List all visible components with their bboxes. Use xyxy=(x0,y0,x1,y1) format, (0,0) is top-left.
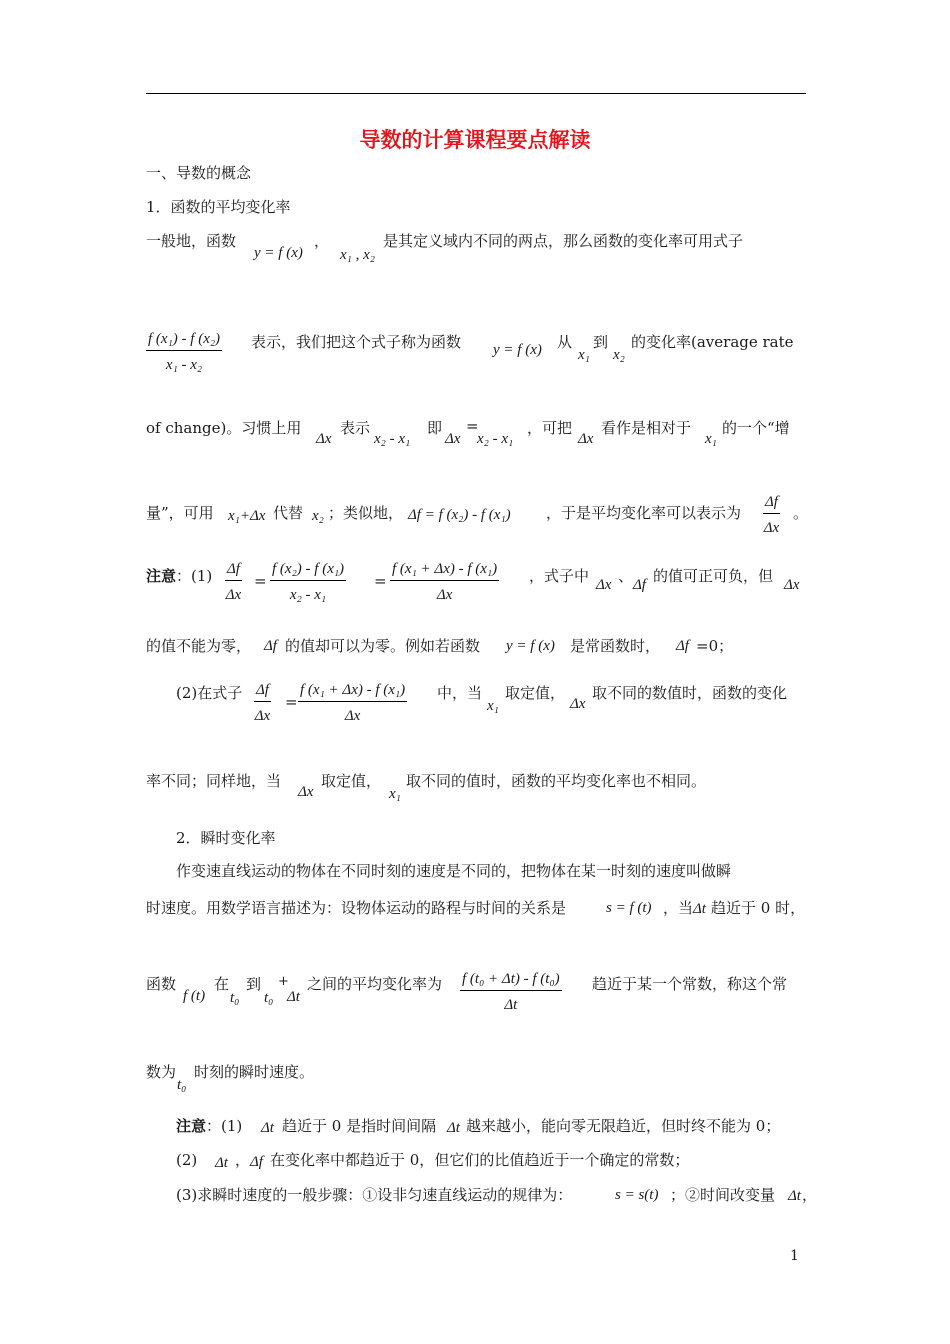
text-span: 的值不能为零， xyxy=(146,637,252,655)
text-span: ， xyxy=(235,1151,251,1169)
text-span: 率不同；同样地，当 xyxy=(146,772,282,790)
math-expression: s = s(t) xyxy=(615,1187,659,1203)
fraction xyxy=(298,681,407,725)
text-span: 取定值， xyxy=(505,684,566,702)
fraction xyxy=(146,330,222,374)
fraction-denominator: x₁ - x₂ xyxy=(165,357,203,373)
fraction-numerator: f (x₁) - f (x₂) xyxy=(146,330,222,351)
section-heading: 一、导数的概念 xyxy=(146,164,252,182)
fraction-numerator: f (t₀ + Δt) - f (t₀) xyxy=(460,970,562,991)
fraction-numerator: Δf xyxy=(763,493,780,514)
math-expression: Δt xyxy=(261,1120,274,1136)
text-span: 的值可正可负，但 xyxy=(653,567,774,585)
text-span: (2)在式子 xyxy=(176,684,243,702)
fraction-denominator: Δx xyxy=(763,520,780,536)
fraction-numerator: Δf xyxy=(225,560,242,581)
fraction xyxy=(390,560,499,604)
fraction-denominator: Δt xyxy=(504,997,518,1013)
fraction-denominator: Δx xyxy=(225,587,242,603)
math-expression: Δt xyxy=(447,1120,460,1136)
math-expression: Δf xyxy=(264,638,277,654)
text-span: 到 xyxy=(593,333,609,351)
text-span: of change)。习惯上用 xyxy=(146,419,302,437)
text-span: 量”，可用 xyxy=(146,504,214,522)
fraction xyxy=(254,681,271,725)
page-number: 1 xyxy=(790,1248,799,1264)
text-span: 代替 xyxy=(273,504,304,522)
math-expression: y = f (x) xyxy=(254,245,303,261)
text-span: 中，当 xyxy=(437,684,483,702)
math-expression: x₁ xyxy=(389,786,401,802)
text-span: 。 xyxy=(793,504,809,522)
text-span: 是常函数时， xyxy=(570,637,661,655)
text-span: ， xyxy=(802,1186,818,1204)
fraction-numerator: f (x₂) - f (x₁) xyxy=(270,560,346,581)
text-span: 从 xyxy=(557,333,573,351)
text-span: 数为 xyxy=(146,1063,177,1081)
fraction-denominator: Δx xyxy=(344,708,361,724)
fraction xyxy=(763,493,780,537)
math-expression: t₀ xyxy=(264,990,274,1006)
text-span: 取不同的数值时，函数的变化 xyxy=(592,684,788,702)
text-span: 时速度。用数学语言描述为：设物体运动的路程与时间的关系是 xyxy=(146,899,567,917)
fraction-numerator: Δf xyxy=(254,681,271,702)
math-expression: x₂ xyxy=(613,347,625,363)
subsection-heading: 1．函数的平均变化率 xyxy=(146,198,291,216)
math-expression: x₁ xyxy=(487,698,499,714)
text-span: 之间的平均变化率为 xyxy=(307,975,443,993)
text-span: 趋近于某一个常数，称这个常 xyxy=(592,975,788,993)
text-span: + xyxy=(278,974,289,989)
math-expression: x₁ xyxy=(578,347,590,363)
text-span: 、 xyxy=(618,567,634,585)
text-span: 在变化率中都趋近于 0，但它们的比值趋近于一个确定的常数； xyxy=(270,1151,690,1169)
text-span: (3)求瞬时速度的一般步骤：①设非匀速直线运动的规律为： xyxy=(176,1186,573,1204)
fraction xyxy=(270,560,346,604)
math-expression: t₀ xyxy=(230,990,240,1006)
math-expression: t₀ xyxy=(177,1077,187,1093)
math-expression: x₁ , x₂ xyxy=(340,247,375,263)
document-title: 导数的计算课程要点解读 xyxy=(359,128,591,152)
text-span: 即 xyxy=(427,419,443,437)
text-span: ，式子中 xyxy=(529,567,590,585)
math-expression: x₂ - x₁ xyxy=(374,431,411,447)
math-expression: x₁+Δx xyxy=(228,508,266,524)
math-expression: x₁ xyxy=(705,431,717,447)
math-expression: Δx xyxy=(784,577,800,593)
text-span: = xyxy=(374,572,387,590)
text-span: = xyxy=(285,693,298,711)
fraction xyxy=(225,560,242,604)
text-span: 的变化率(average rate xyxy=(631,333,794,351)
math-expression: f (t) xyxy=(183,988,206,1004)
paragraph: 作变速直线运动的物体在不同时刻的速度是不同的，把物体在某一时刻的速度叫做瞬 xyxy=(176,862,732,880)
text-span: ，当 xyxy=(663,899,694,917)
text-span: ；类似地， xyxy=(328,504,404,522)
math-expression: Δf xyxy=(633,577,646,593)
text-span: 一般地，函数 xyxy=(146,232,237,250)
math-expression: Δx xyxy=(298,784,314,800)
header-rule xyxy=(146,93,806,94)
text-span: 取不同的值时，函数的平均变化率也不相同。 xyxy=(406,772,707,790)
fraction-numerator: f (x₁ + Δx) - f (x₁) xyxy=(298,681,407,702)
text-span: 表示，我们把这个式子称为函数 xyxy=(251,333,462,351)
fraction xyxy=(460,970,562,1014)
text-span: 取定值， xyxy=(321,772,382,790)
fraction-denominator: Δx xyxy=(436,587,453,603)
text-span: 的值却可以为零。例如若函数 xyxy=(285,637,481,655)
note-label: 注意：(1) xyxy=(146,567,213,585)
math-expression: x₂ xyxy=(312,508,324,524)
math-expression: y = f (x) xyxy=(493,342,542,358)
text-span: (2) xyxy=(176,1151,198,1169)
text-span: 在 xyxy=(214,975,230,993)
math-expression: Δx xyxy=(316,431,332,447)
math-expression: Δx xyxy=(570,696,586,712)
text-span: ， xyxy=(314,232,330,250)
text-span: 时刻的瞬时速度。 xyxy=(194,1063,315,1081)
text-span: 越来越小，能向零无限趋近，但时终不能为 0； xyxy=(466,1117,781,1135)
text-span: = xyxy=(466,417,479,435)
fraction-denominator: x₂ - x₁ xyxy=(289,587,327,603)
math-expression: Δt xyxy=(287,989,300,1005)
text-span: ，可把 xyxy=(527,419,573,437)
text-span: 函数 xyxy=(146,975,177,993)
text-span: 是其定义域内不同的两点，那么函数的变化率可用式子 xyxy=(383,232,744,250)
fraction-denominator: Δx xyxy=(254,708,271,724)
text-span: 趋近于 0 是指时间间隔 xyxy=(282,1117,437,1135)
math-expression: s = f (t) xyxy=(606,900,652,916)
text-span: ，于是平均变化率可以表示为 xyxy=(546,504,742,522)
math-expression: Δt xyxy=(788,1188,801,1204)
fraction-numerator: f (x₁ + Δx) - f (x₁) xyxy=(390,560,499,581)
note-label: 注意：(1) xyxy=(176,1117,243,1135)
math-expression: Δx xyxy=(596,577,612,593)
text-span: 看作是相对于 xyxy=(601,419,692,437)
text-span: ；②时间改变量 xyxy=(670,1186,776,1204)
text-span: 表示 xyxy=(340,419,371,437)
math-expression: Δf xyxy=(676,638,689,654)
math-expression: x₂ - x₁ xyxy=(477,431,514,447)
subsection-heading: 2．瞬时变化率 xyxy=(176,829,276,847)
text-span: =0； xyxy=(696,637,734,655)
math-expression: Δx xyxy=(445,431,461,447)
math-expression: y = f (x) xyxy=(506,638,555,654)
text-span: = xyxy=(254,572,267,590)
text-span: 到 xyxy=(246,975,262,993)
text-span: 趋近于 0 时， xyxy=(711,899,806,917)
math-expression: Δt xyxy=(215,1155,228,1171)
text-span: 的一个“增 xyxy=(722,419,790,437)
math-expression: Δf xyxy=(250,1154,263,1170)
math-expression: Δt xyxy=(693,901,706,917)
math-expression: Δf = f (x₂) - f (x₁) xyxy=(408,507,511,523)
math-expression: Δx xyxy=(578,431,594,447)
